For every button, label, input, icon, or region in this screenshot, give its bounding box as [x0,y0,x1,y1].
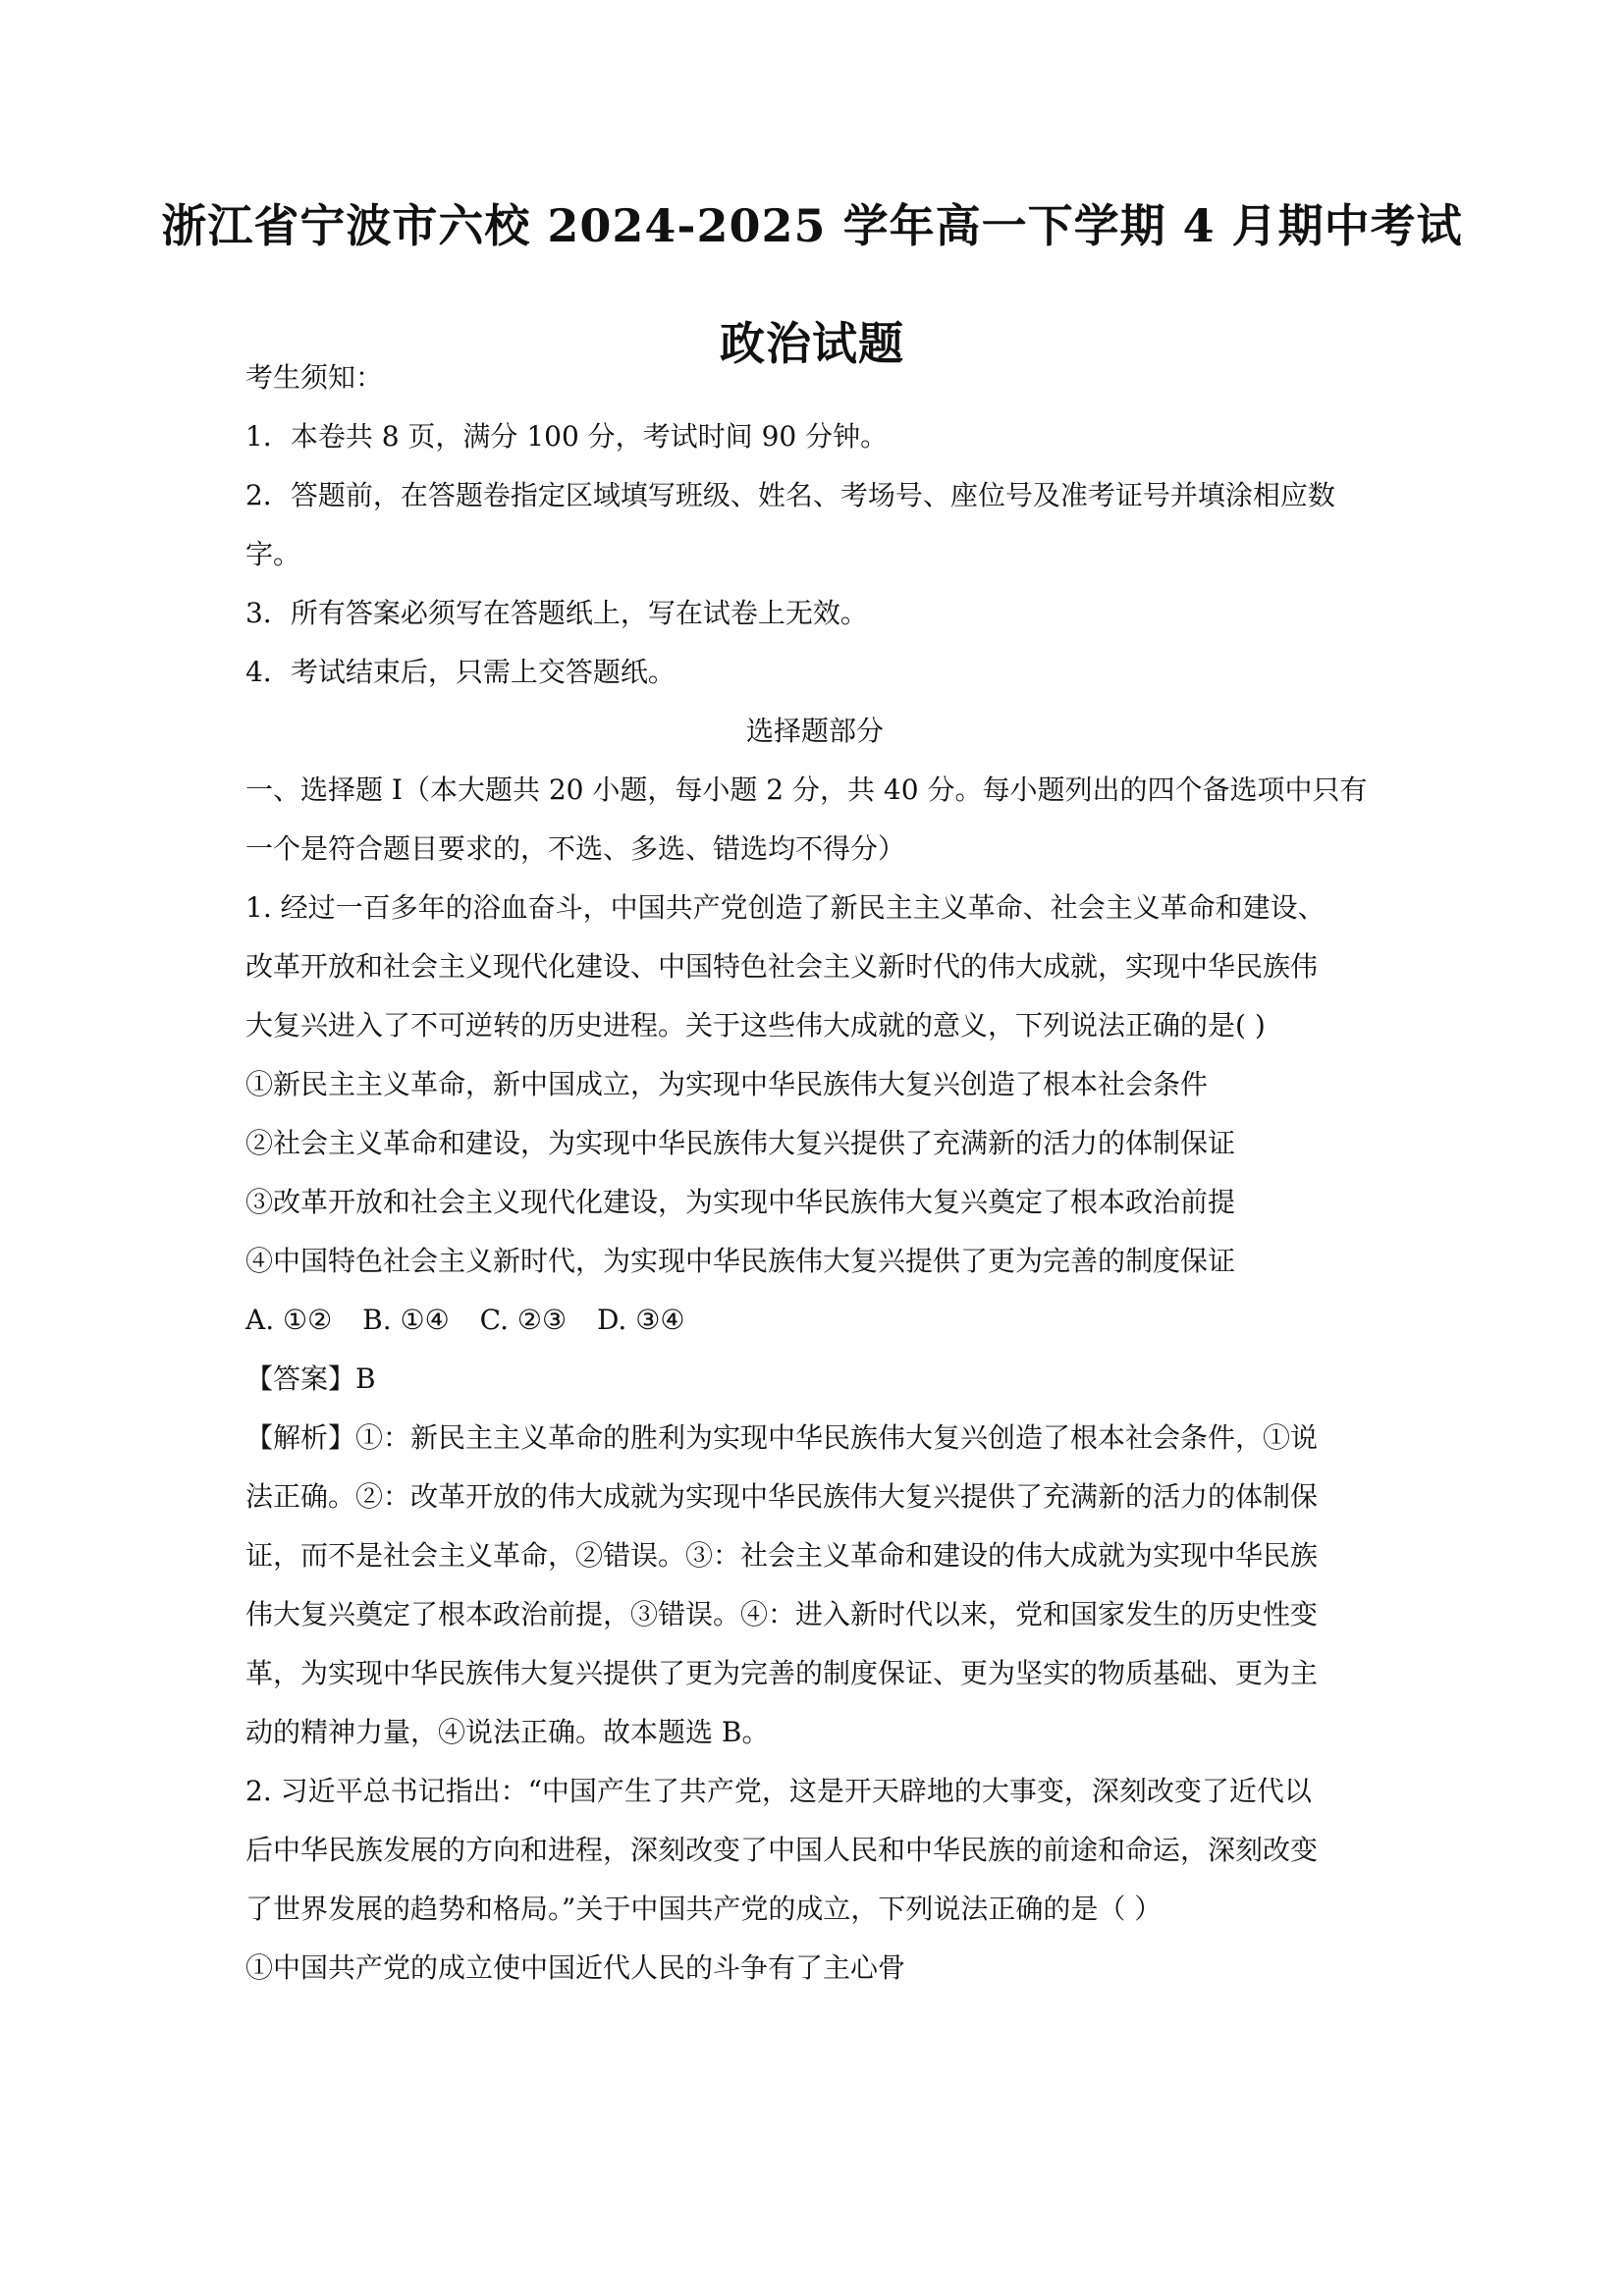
notice-item: 1．本卷共 8 页，满分 100 分，考试时间 90 分钟。 [245,420,889,453]
question-1-answer [245,1350,1384,1409]
analysis-text: 革，为实现中华民族伟大复兴提供了更为完善的制度保证、更为坚实的物质基础、更为主 [245,1657,1319,1689]
answer-label: 【答案】 [245,1362,356,1395]
question-1-stem: 大复兴进入了不可逆转的历史进程。关于这些伟大成就的意义，下列说法正确的是( ) [245,1009,1266,1041]
question-1-statement: ③改革开放和社会主义现代化建设，为实现中华民族伟大复兴奠定了根本政治前提 [245,1186,1236,1218]
notice-item: 4．考试结束后，只需上交答题纸。 [245,656,676,688]
analysis-text: 动的精神力量，④说法正确。故本题选 B。 [245,1716,770,1748]
option-b: B. ①④ [362,1304,450,1336]
question-1-statement: ①新民主主义革命，新中国成立，为实现中华民族伟大复兴创造了根本社会条件 [245,1068,1209,1100]
answer-value: B [355,1362,376,1395]
document-body [245,348,1384,1998]
question-2-stem: 后中华民族发展的方向和进程，深刻改变了中国人民和中华民族的前途和命运，深刻改变 [245,1834,1319,1866]
question-2-stem: 了世界发展的趋势和格局。”关于中国共产党的成立，下列说法正确的是（ ） [245,1893,1163,1925]
question-1-statement: ②社会主义革命和建设，为实现中华民族伟大复兴提供了充满新的活力的体制保证 [245,1127,1236,1159]
analysis-text: 法正确。②：改革开放的伟大成就为实现中华民族伟大复兴提供了充满新的活力的体制保 [245,1480,1319,1513]
part1-instructions: 一、选择题 I（本大题共 20 小题，每小题 2 分，共 40 分。每小题列出的四个备选项中只有 [245,774,1368,806]
notice-heading: 考生须知： [245,361,384,394]
section-title: 选择题部分 [745,715,884,747]
notice-item: 3．所有答案必须写在答题纸上，写在试卷上无效。 [245,597,868,629]
analysis-text: 伟大复兴奠定了根本政治前提，③错误。④：进入新时代以来，党和国家发生的历史性变 [245,1598,1319,1630]
notice-item: 2．答题前，在答题卷指定区域填写班级、姓名、考场号、座位号及准考证号并填涂相应数 [245,479,1335,511]
analysis-text: 证，而不是社会主义革命，②错误。③：社会主义革命和建设的伟大成就为实现中华民族 [245,1539,1319,1572]
document-title: 浙江省宁波市六校 2024-2025 学年高一下学期 4 月期中考试 [161,199,1463,252]
option-c: C. ②③ [479,1304,568,1336]
question-2-statement: ①中国共产党的成立使中国近代人民的斗争有了主心骨 [245,1951,906,1984]
question-1-statement: ④中国特色社会主义新时代，为实现中华民族伟大复兴提供了更为完善的制度保证 [245,1245,1236,1277]
part1-instructions-continued: 一个是符合题目要求的，不选、多选、错选均不得分） [245,832,906,865]
question-1-stem: 1. 经过一百多年的浴血奋斗，中国共产党创造了新民主主义革命、社会主义革命和建设、 [245,891,1326,924]
question-1-analysis [245,1409,1384,1468]
question-1-options [245,1291,1384,1350]
question-1-stem: 改革开放和社会主义现代化建设、中国特色社会主义新时代的伟大成就，实现中华民族伟 [245,950,1319,983]
analysis-label: 【解析】 [245,1421,356,1454]
notice-item-continuation: 字。 [245,538,301,570]
option-d: D. ③④ [596,1304,685,1336]
analysis-text: ①：新民主主义革命的胜利为实现中华民族伟大复兴创造了根本社会条件，①说 [355,1421,1319,1454]
question-2-stem: 2. 习近平总书记指出：“中国产生了共产党，这是开天辟地的大事变，深刻改变了近代以 [245,1775,1312,1807]
option-a: A. ①② [245,1304,333,1336]
document-subtitle: 政治试题 [720,317,904,370]
